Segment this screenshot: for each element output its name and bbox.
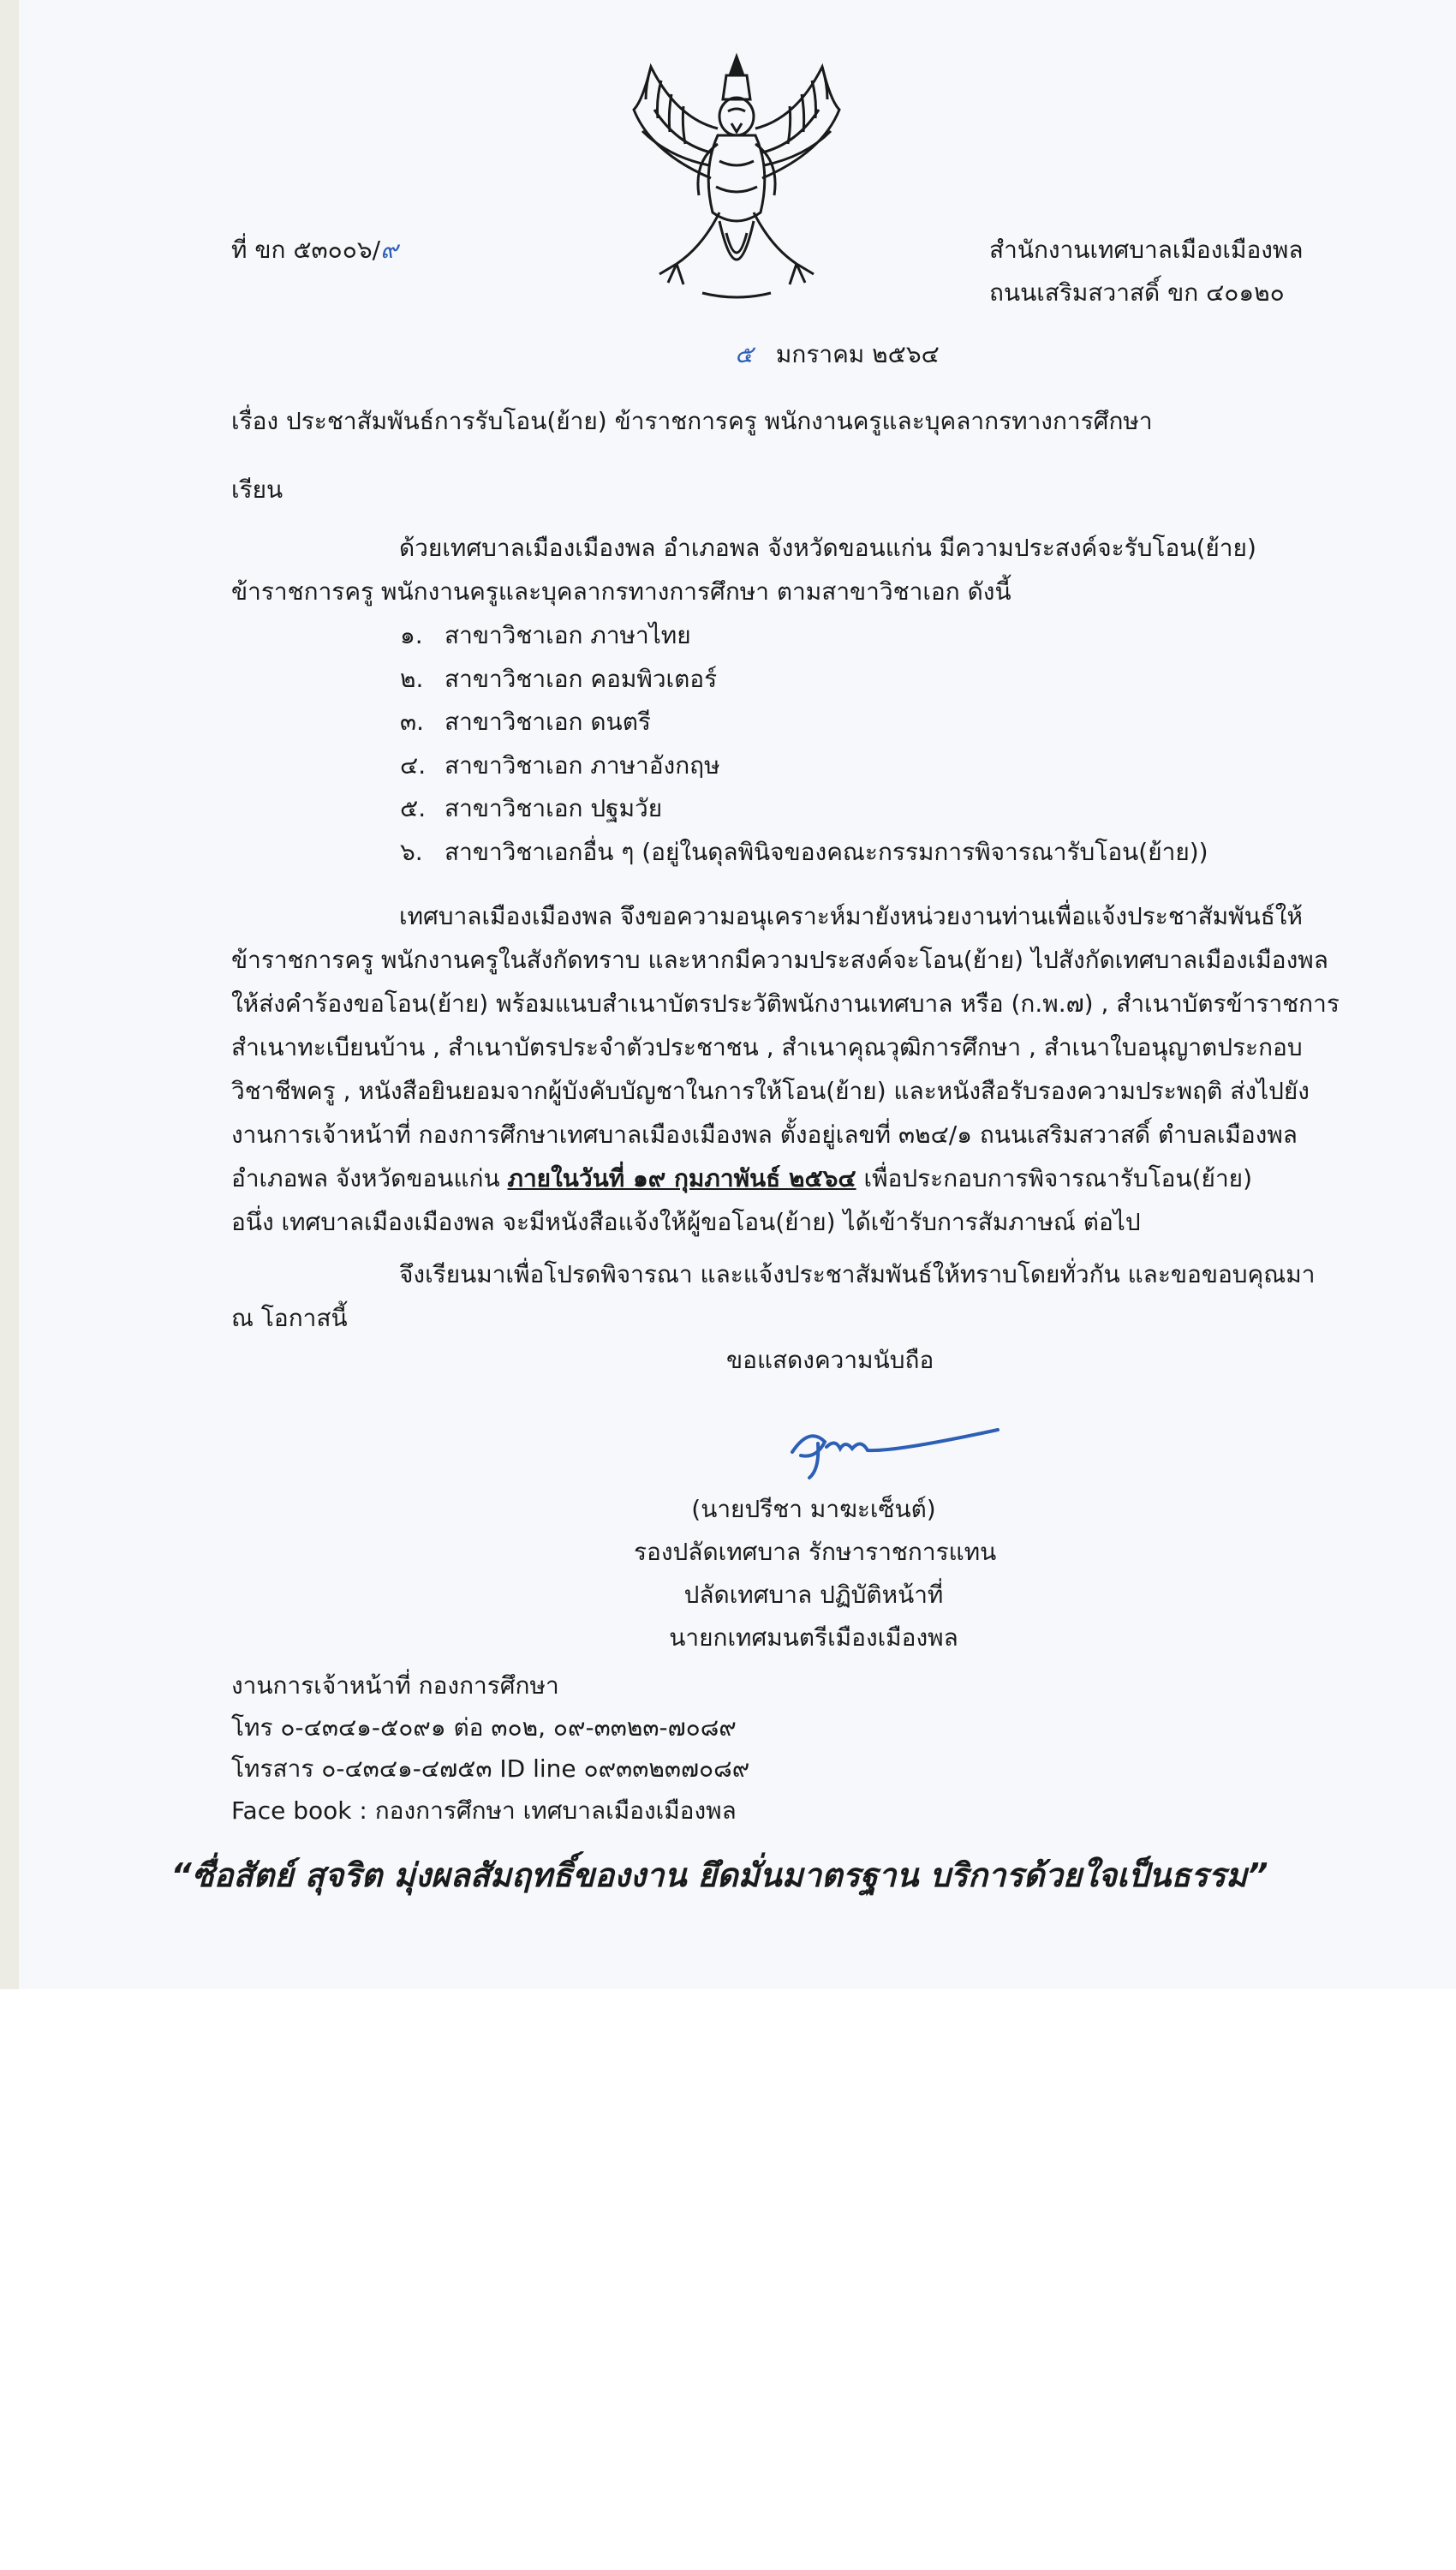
body-line: ข้าราชการครู พนักงานครูในสังกัดทราบ และหากมีความประสงค์จะโอน(ย้าย) ไปสังกัดเทศบาลเมืองเมืองพล [231,946,1328,974]
intro-line: ข้าราชการครู พนักงานครูและบุคลากรทางการศึกษา ตามสาขาวิชาเอก ดังนี้ [231,577,1011,606]
letter-subject: เรื่อง ประชาสัมพันธ์การรับโอน(ย้าย) ข้าราชการครู พนักงานครูและบุคลากรทางการศึกษา [231,407,1153,435]
body-paragraph [231,900,1340,1249]
body-line: อำเภอพล จังหวัดขอนแก่น ภายในวันที่ ๑๙ กุมภาพันธ์ ๒๕๖๔ เพื่อประกอบการพิจารณารับโอน(ย้าย) [231,1164,1252,1192]
motto: “ซื่อสัตย์ สุจริต มุ่งผลสัมฤทธิ์ของงาน ยึดมั่นมาตรฐาน บริการด้วยใจเป็นธรรม” [170,1856,1268,1894]
list-item: ๓. สาขาวิชาเอก ดนตรี [400,708,651,736]
body-line: ให้ส่งคำร้องขอโอน(ย้าย) พร้อมแนบสำเนาบัตรประวัติพนักงานเทศบาล หรือ (ก.พ.๗) , สำเนาบัตรข้าราชการ [231,989,1340,1018]
date-month-year: มกราคม ๒๕๖๔ [775,340,940,368]
intro-line: ด้วยเทศบาลเมืองเมืองพล อำเภอพล จังหวัดขอนแก่น มีความประสงค์จะรับโอน(ย้าย) [399,534,1256,562]
contact-info [231,1669,749,1835]
deadline-text: ภายในวันที่ ๑๙ กุมภาพันธ์ ๒๕๖๔ [507,1164,856,1192]
list-item: ๑. สาขาวิชาเอก ภาษาไทย [400,621,691,649]
body-line: เทศบาลเมืองเมืองพล จึงขอความอนุเคราะห์มายังหน่วยงานท่านเพื่อแจ้งประชาสัมพันธ์ให้ [399,902,1303,930]
document-number-handwritten: ๙ [380,236,398,264]
contact-phone: โทร ๐-๔๓๔๑-๕๐๙๑ ต่อ ๓๐๒, ๐๙-๓๓๒๓-๗๐๘๙ [231,1712,737,1742]
office-street: ถนนเสริมสวาสดิ์ ขก ๔๐๑๒๐ [989,278,1285,307]
contact-facebook: Face book : กองการศึกษา เทศบาลเมืองเมืองพล [231,1796,737,1825]
conclusion-line: จึงเรียนมาเพื่อโปรดพิจารณา และแจ้งประชาสัมพันธ์ให้ทราบโดยทั่วกัน และขอขอบคุณมา [399,1260,1316,1288]
contact-fax: โทรสาร ๐-๔๓๔๑-๔๗๕๓ ID line ๐๙๓๓๒๓๗๐๘๙ [231,1754,750,1783]
signer-title: รองปลัดเทศบาล รักษาราชการแทน [634,1538,997,1566]
list-item: ๖. สาขาวิชาเอกอื่น ๆ (อยู่ในดุลพินิจของคณะกรรมการพิจารณารับโอน(ย้าย)) [400,837,1208,866]
body-line: สำเนาทะเบียนบ้าน , สำเนาบัตรประจำตัวประชาชน , สำเนาคุณวุฒิการศึกษา , สำเนาใบอนุญาตประกอบ [231,1033,1303,1061]
office-name: สำนักงานเทศบาลเมืองเมืองพล [989,236,1304,264]
signer-name: (นายปรีชา มาฆะเซ็นต์) [691,1495,936,1523]
majors-list [400,619,1208,878]
closing-phrase: ขอแสดงความนับถือ [726,1346,934,1374]
contact-department: งานการเจ้าหน้าที่ กองการศึกษา [231,1671,559,1700]
signature-block [634,1492,997,1664]
document-number-prefix: ที่ ขก ๕๓๐๐๖/ [231,236,381,264]
list-item: ๔. สาขาวิชาเอก ภาษาอังกฤษ [400,750,720,780]
body-line: อนึ่ง เทศบาลเมืองเมืองพล จะมีหนังสือแจ้งให้ผู้ขอโอน(ย้าย) ได้เข้ารับการสัมภาษณ์ ต่อไป [231,1208,1141,1236]
letter-date [735,338,940,372]
list-item: ๒. สาขาวิชาเอก คอมพิวเตอร์ [400,664,718,693]
handwritten-signature-icon [775,1418,1006,1482]
letter-salutation: เรียน [231,475,283,504]
date-day-handwritten: ๕ [735,340,754,368]
intro-paragraph [231,531,1306,619]
office-address [989,233,1304,319]
garuda-emblem-icon [617,50,856,307]
conclusion-line: ณ โอกาสนี้ [231,1304,348,1332]
signer-title: นายกเทศมนตรีเมืองเมืองพล [669,1623,958,1652]
document-number [231,233,398,267]
body-line: งานการเจ้าหน้าที่ กองการศึกษาเทศบาลเมืองเมืองพล ตั้งอยู่เลขที่ ๓๒๔/๑ ถนนเสริมสวาสดิ์ ตำบลเมืองพล [231,1121,1298,1149]
list-item: ๕. สาขาวิชาเอก ปฐมวัย [400,794,663,822]
signer-title: ปลัดเทศบาล ปฏิบัติหน้าที่ [683,1581,944,1609]
conclusion-paragraph [231,1258,1316,1345]
body-line: วิชาชีพครู , หนังสือยินยอมจากผู้บังคับบัญชาในการให้โอน(ย้าย) และหนังสือรับรองความประพฤติ ส่งไปยัง [231,1077,1310,1105]
